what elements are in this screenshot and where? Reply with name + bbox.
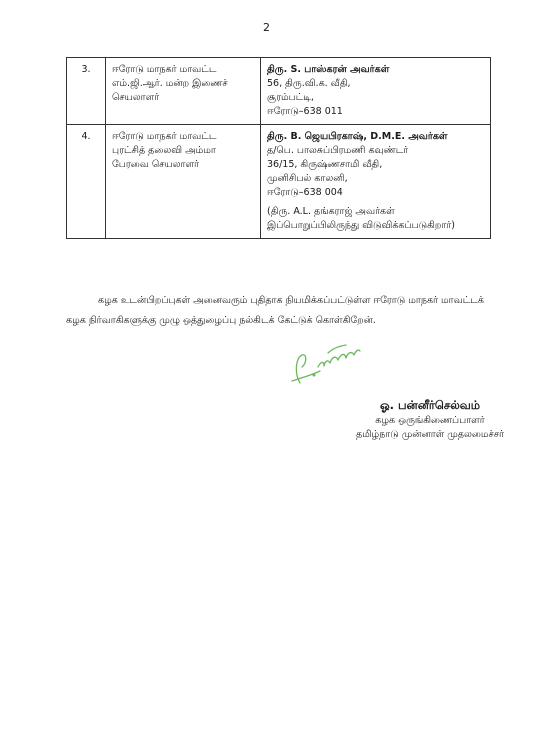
post-line: புரட்சித் தலைவி அம்மா [112,145,216,156]
signatory-name: ஓ. பன்னீர்செல்வம் [379,398,480,412]
post-line: எம்.ஜி.ஆர். மன்ற இணைச் [112,78,228,89]
post-line: செயலாளர் [112,92,160,103]
signature-block [340,398,520,442]
address-line: ஈரோடு–638 011 [267,106,343,117]
table-row [67,125,491,239]
post-line: பேரவை செயலாளர் [112,159,200,170]
handwritten-signature [288,333,362,391]
signatory-title: கழக ஒருங்கிணைப்பாளர் [375,415,485,426]
post-cell [106,58,261,125]
page-number: 2 [263,21,270,34]
appointee-cell [261,58,491,125]
post-line: ஈரோடு மாநகர் மாவட்ட [112,131,217,142]
address-line: 56, திரு.வி.க. வீதி, [267,78,351,89]
relief-note: (திரு. A.L. தங்கராஜ் அவர்கள் இப்பொறுப்பிலிருந்து விடுவிக்கப்படுகிறார்) [267,206,455,231]
row-number: 3. [67,58,106,125]
address-line: முனிசிபல் காலனி, [267,173,348,184]
appointee-cell [261,125,491,239]
post-line: ஈரோடு மாநகர் மாவட்ட [112,64,217,75]
address-line: சூரம்பட்டி, [267,92,314,103]
post-cell [106,125,261,239]
row-number: 4. [67,125,106,239]
closing-paragraph: கழக உடன்பிறப்புகள் அனைவரும் புதிதாக நியமிக்கப்பட்டுள்ள ஈரோடு மாநகர் மாவட்டக் கழக நிர்வாகிகளுக்கு முழு ஒத்துழைப்பு நல்கிடக் கேட்டுக் கொள்கிறேன். [66,295,484,326]
address-line: ஈரோடு–638 004 [267,187,343,198]
address-line: த/பெ. பாலசுப்பிரமணி கவுண்டர் [267,145,409,156]
table-row [67,58,491,125]
address-line: 36/15, கிருஷ்ணசாமி வீதி, [267,159,383,170]
appointee-name: திரு. B. ஜெயபிரகாஷ், D.M.E. அவர்கள் [267,131,448,142]
appointments-table [66,57,491,239]
signatory-title: தமிழ்நாடு முன்னாள் முதலமைச்சர் [355,429,504,440]
appointee-name: திரு. S. பாஸ்கரன் அவர்கள் [267,64,390,75]
